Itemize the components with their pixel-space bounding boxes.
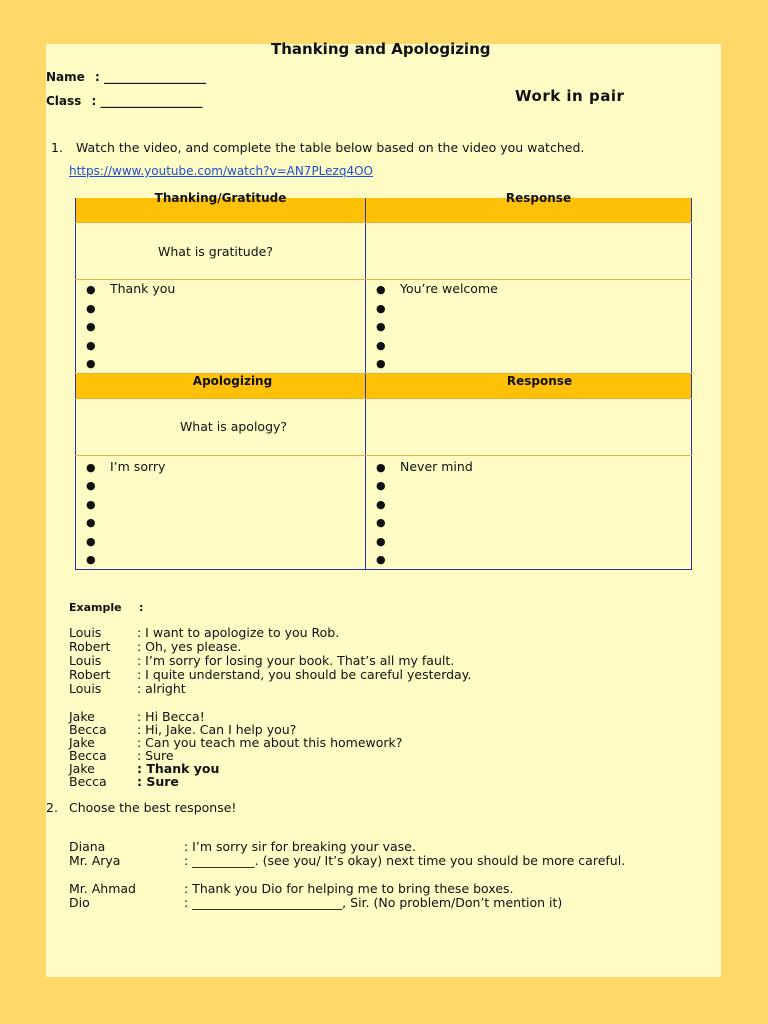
list-item bbox=[86, 476, 365, 495]
speaker-text: : I quite understand, you should be careful yesterday. bbox=[137, 667, 472, 682]
thanking-expressions-cell[interactable] bbox=[76, 280, 366, 374]
response-header-2: Response bbox=[506, 373, 573, 388]
list-item bbox=[376, 317, 691, 336]
list-item: ● Thank you bbox=[86, 280, 365, 299]
apologizing-header-row bbox=[76, 373, 692, 398]
name-label: Name bbox=[46, 70, 85, 84]
work-in-pair-note: Work in pair bbox=[515, 87, 625, 105]
worksheet-page bbox=[46, 40, 721, 977]
apology-expressions-list bbox=[76, 458, 365, 569]
question-1-text: Watch the video, and complete the table below based on the video you watched. bbox=[76, 140, 585, 155]
gratitude-question-row bbox=[76, 223, 692, 280]
speaker-name: Robert bbox=[69, 639, 111, 654]
speaker-name: Becca bbox=[69, 722, 107, 737]
answer-blank-text[interactable]: : __________. (see you/ It’s okay) next time you should be more careful. bbox=[184, 853, 626, 868]
apology-bullets-row bbox=[76, 455, 692, 569]
apology-expressions-cell[interactable] bbox=[76, 455, 366, 569]
list-item bbox=[376, 354, 691, 373]
list-item bbox=[86, 317, 365, 336]
speaker-name: Becca bbox=[69, 774, 107, 789]
list-item: ● I’m sorry bbox=[86, 458, 365, 477]
speaker-name: Jake bbox=[69, 761, 95, 776]
apology-responses-cell[interactable] bbox=[366, 455, 692, 569]
page-title: Thanking and Apologizing bbox=[271, 40, 491, 58]
speaker-name: Louis bbox=[69, 653, 102, 668]
gratitude-question: What is gratitude? bbox=[158, 243, 273, 259]
speaker-name: Jake bbox=[69, 709, 95, 724]
thanking-header: Thanking/Gratitude bbox=[154, 191, 287, 205]
list-item bbox=[86, 299, 365, 318]
speaker-text: : Sure bbox=[137, 774, 179, 789]
response-header-cell-2 bbox=[366, 373, 692, 398]
list-item bbox=[376, 532, 691, 551]
example-colon: : bbox=[139, 601, 144, 614]
thanking-bullets-row bbox=[76, 280, 692, 374]
speaker-text: : Oh, yes please. bbox=[137, 639, 242, 654]
speaker-text: : I’m sorry sir for breaking your vase. bbox=[184, 839, 416, 854]
list-item bbox=[86, 513, 365, 532]
thanking-header-row bbox=[76, 198, 692, 223]
dialog-line[interactable] bbox=[69, 854, 709, 868]
speaker-name: Mr. Ahmad bbox=[69, 881, 136, 896]
dialog-line bbox=[69, 682, 709, 696]
speaker-name: Louis bbox=[69, 681, 102, 696]
speaker-text: : I want to apologize to you Rob. bbox=[137, 625, 340, 640]
dialog-line bbox=[69, 626, 709, 640]
speaker-name: Diana bbox=[69, 839, 106, 854]
thanking-responses-cell[interactable] bbox=[366, 280, 692, 374]
speaker-name: Robert bbox=[69, 667, 111, 682]
speaker-text: : Hi Becca! bbox=[137, 709, 205, 724]
apology-question-cell bbox=[76, 398, 366, 455]
name-field bbox=[46, 70, 206, 84]
example-label: Example bbox=[69, 601, 122, 614]
list-item bbox=[86, 354, 365, 373]
name-blank: : _________________ bbox=[94, 70, 206, 84]
class-field bbox=[46, 94, 202, 108]
list-item bbox=[376, 476, 691, 495]
apology-question: What is apology? bbox=[179, 419, 288, 434]
question-1-number: 1. bbox=[51, 140, 63, 155]
speaker-text: : Thank you Dio for helping me to bring these boxes. bbox=[184, 881, 514, 896]
dialog-line bbox=[69, 775, 709, 789]
worksheet-table bbox=[75, 191, 692, 570]
dialog-line bbox=[69, 640, 709, 654]
dialog-line[interactable] bbox=[69, 896, 709, 910]
apology-answer-cell[interactable] bbox=[366, 398, 692, 455]
response-header-1: Response bbox=[505, 191, 572, 205]
speaker-text: : Hi, Jake. Can I help you? bbox=[137, 722, 297, 737]
gratitude-question-cell bbox=[76, 223, 366, 280]
apology-responses-list bbox=[366, 458, 691, 569]
thanking-expressions-list bbox=[76, 280, 365, 373]
list-item bbox=[376, 495, 691, 514]
list-item bbox=[376, 336, 691, 355]
thanking-header-cell bbox=[76, 191, 366, 223]
class-label: Class bbox=[46, 94, 82, 108]
speaker-text: : Sure bbox=[137, 748, 174, 763]
list-item bbox=[86, 550, 365, 569]
gratitude-answer-cell[interactable] bbox=[366, 223, 692, 280]
speaker-name: Jake bbox=[69, 735, 95, 750]
class-blank: : _________________ bbox=[91, 94, 203, 108]
speaker-text: : Thank you bbox=[137, 761, 220, 776]
dialog-line bbox=[69, 840, 709, 854]
apology-question-row bbox=[76, 398, 692, 455]
list-item bbox=[86, 495, 365, 514]
list-item: ● You’re welcome bbox=[376, 280, 691, 299]
thanking-responses-list bbox=[366, 280, 691, 373]
list-item bbox=[86, 336, 365, 355]
speaker-text: : alright bbox=[137, 681, 186, 696]
response-header-cell-1 bbox=[366, 191, 692, 223]
speaker-name: Louis bbox=[69, 625, 102, 640]
question-2-number: 2. bbox=[46, 800, 58, 815]
dialog-line bbox=[69, 668, 709, 682]
answer-blank-text[interactable]: : ________________________, Sir. (No problem/Don’t mention it) bbox=[184, 895, 563, 910]
dialog-line bbox=[69, 654, 709, 668]
list-item: ● Never mind bbox=[376, 458, 691, 477]
speaker-name: Mr. Arya bbox=[69, 853, 121, 868]
list-item bbox=[376, 299, 691, 318]
speaker-name: Dio bbox=[69, 895, 90, 910]
apologizing-header: Apologizing bbox=[192, 373, 273, 388]
dialog-line bbox=[69, 882, 709, 896]
apologizing-header-cell bbox=[76, 373, 366, 398]
video-link[interactable]: https://www.youtube.com/watch?v=AN7PLezq4OO bbox=[69, 164, 373, 178]
speaker-text: : I’m sorry for losing your book. That’s all my fault. bbox=[137, 653, 455, 668]
speaker-text: : Can you teach me about this homework? bbox=[137, 735, 403, 750]
list-item bbox=[376, 513, 691, 532]
list-item bbox=[86, 532, 365, 551]
list-item bbox=[376, 550, 691, 569]
question-2-text: Choose the best response! bbox=[69, 800, 237, 815]
speaker-name: Becca bbox=[69, 748, 107, 763]
